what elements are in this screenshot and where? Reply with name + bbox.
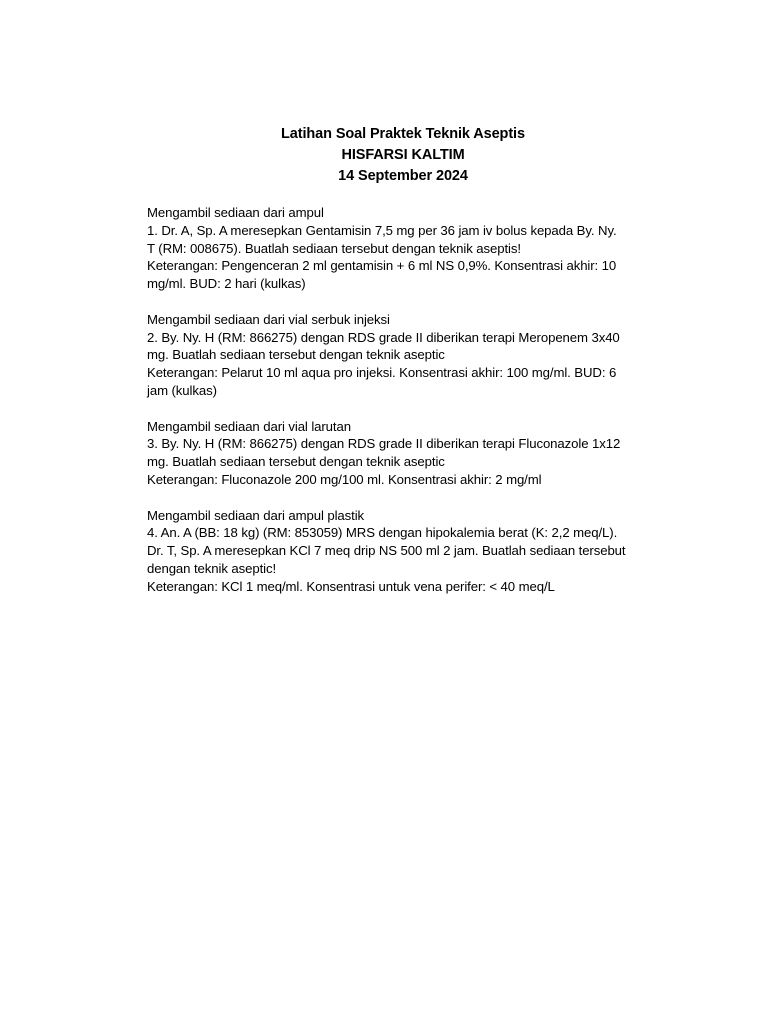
section-line: Keterangan: Pelarut 10 ml aqua pro injeksi. Konsentrasi akhir: 100 mg/ml. BUD: 6 bbox=[147, 365, 617, 381]
section-heading: Mengambil sediaan dari vial larutan bbox=[147, 418, 351, 434]
section-line: mg/ml. BUD: 2 hari (kulkas) bbox=[147, 276, 306, 292]
document-body bbox=[147, 204, 667, 613]
section-vial-larutan bbox=[147, 418, 667, 489]
section-line: 4. An. A (BB: 18 kg) (RM: 853059) MRS dengan hipokalemia berat (K: 2,2 meq/L). bbox=[147, 525, 618, 541]
section-line: 2. By. Ny. H (RM: 866275) dengan RDS grade II diberikan terapi Meropenem 3x40 bbox=[147, 329, 620, 345]
document-organization: HISFARSI KALTIM bbox=[341, 147, 465, 163]
section-line: Dr. T, Sp. A meresepkan KCl 7 meq drip NS 500 ml 2 jam. Buatlah sediaan tersebut bbox=[147, 543, 626, 559]
section-line: Keterangan: Fluconazole 200 mg/100 ml. Konsentrasi akhir: 2 mg/ml bbox=[147, 471, 542, 487]
section-line: dengan teknik aseptic! bbox=[147, 560, 277, 576]
section-heading: Mengambil sediaan dari ampul plastik bbox=[147, 507, 365, 523]
document-header bbox=[0, 124, 768, 187]
section-vial-serbuk bbox=[147, 311, 667, 400]
section-line: mg. Buatlah sediaan tersebut dengan teknik aseptic bbox=[147, 347, 445, 363]
section-line: Keterangan: KCl 1 meq/ml. Konsentrasi untuk vena perifer: < 40 meq/L bbox=[147, 578, 555, 594]
section-line: T (RM: 008675). Buatlah sediaan tersebut dengan teknik aseptis! bbox=[147, 240, 521, 256]
section-line: 1. Dr. A, Sp. A meresepkan Gentamisin 7,5 mg per 36 jam iv bolus kepada By. Ny. bbox=[147, 222, 617, 238]
document-title: Latihan Soal Praktek Teknik Aseptis bbox=[281, 126, 525, 142]
section-line: Keterangan: Pengenceran 2 ml gentamisin + 6 ml NS 0,9%. Konsentrasi akhir: 10 bbox=[147, 258, 617, 274]
document-date: 14 September 2024 bbox=[338, 168, 468, 184]
section-ampul-plastik bbox=[147, 507, 667, 596]
section-heading: Mengambil sediaan dari ampul bbox=[147, 205, 324, 220]
section-line: mg. Buatlah sediaan tersebut dengan teknik aseptic bbox=[147, 454, 445, 470]
section-line: 3. By. Ny. H (RM: 866275) dengan RDS grade II diberikan terapi Fluconazole 1x12 bbox=[147, 436, 621, 452]
section-heading: Mengambil sediaan dari vial serbuk injeksi bbox=[147, 311, 390, 327]
section-line: jam (kulkas) bbox=[147, 382, 217, 398]
section-ampul bbox=[147, 204, 667, 293]
